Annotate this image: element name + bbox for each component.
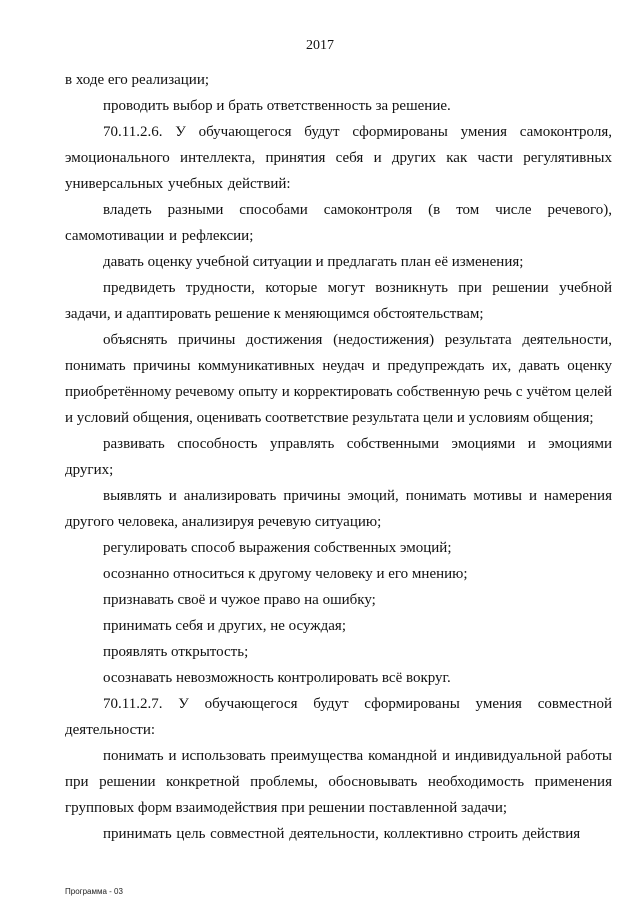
paragraph: развивать способность управлять собственными эмоциями и эмоциями других;	[65, 436, 612, 478]
paragraph: признавать своё и чужое право на ошибку;	[103, 592, 376, 608]
paragraph: понимать и использовать преимущества командной и индивидуальной работы при решении конкретной проблемы, обосновывать необходимость применения групповых форм взаимодействия при решении поставленной задачи;	[65, 748, 612, 816]
document-body	[65, 67, 612, 847]
section-paragraph-70-11-2-6: 70.11.2.6. У обучающегося будут сформированы умения самоконтроля, эмоционального интеллекта, принятия себя и других как части регулятивных универсальных учебных действий:	[65, 124, 612, 192]
paragraph: предвидеть трудности, которые могут возникнуть при решении учебной задачи, и адаптировать решение к меняющимся обстоятельствам;	[65, 280, 612, 322]
page-number: 2017	[306, 38, 334, 53]
paragraph: владеть разными способами самоконтроля (в том числе речевого), самомотивации и рефлексии;	[65, 202, 612, 244]
paragraph: осознанно относиться к другому человеку и его мнению;	[103, 566, 468, 582]
paragraph: осознавать невозможность контролировать всё вокруг.	[103, 670, 451, 686]
section-paragraph-70-11-2-7: 70.11.2.7. У обучающегося будут сформированы умения совместной деятельности:	[65, 696, 612, 738]
paragraph: проявлять открытость;	[103, 644, 249, 660]
paragraph: давать оценку учебной ситуации и предлагать план её изменения;	[103, 254, 524, 270]
paragraph: регулировать способ выражения собственных эмоций;	[103, 540, 452, 556]
paragraph: принимать себя и других, не осуждая;	[103, 618, 347, 634]
paragraph-truncated: принимать цель совместной деятельности, коллективно строить действия	[103, 826, 581, 842]
paragraph: проводить выбор и брать ответственность за решение.	[103, 98, 451, 114]
paragraph-continuation: в ходе его реализации;	[65, 72, 210, 88]
paragraph: объяснять причины достижения (недостижения) результата деятельности, понимать причины коммуникативных неудач и предупреждать их, давать оценку приобретённому речевому опыту и корректировать собственную речь с учётом целей и условий общения, оценивать соответствие результата цели и условиям общения;	[65, 332, 612, 426]
footer-label: Программа - 03	[65, 887, 123, 896]
paragraph: выявлять и анализировать причины эмоций, понимать мотивы и намерения другого человека, анализируя речевую ситуацию;	[65, 488, 612, 530]
